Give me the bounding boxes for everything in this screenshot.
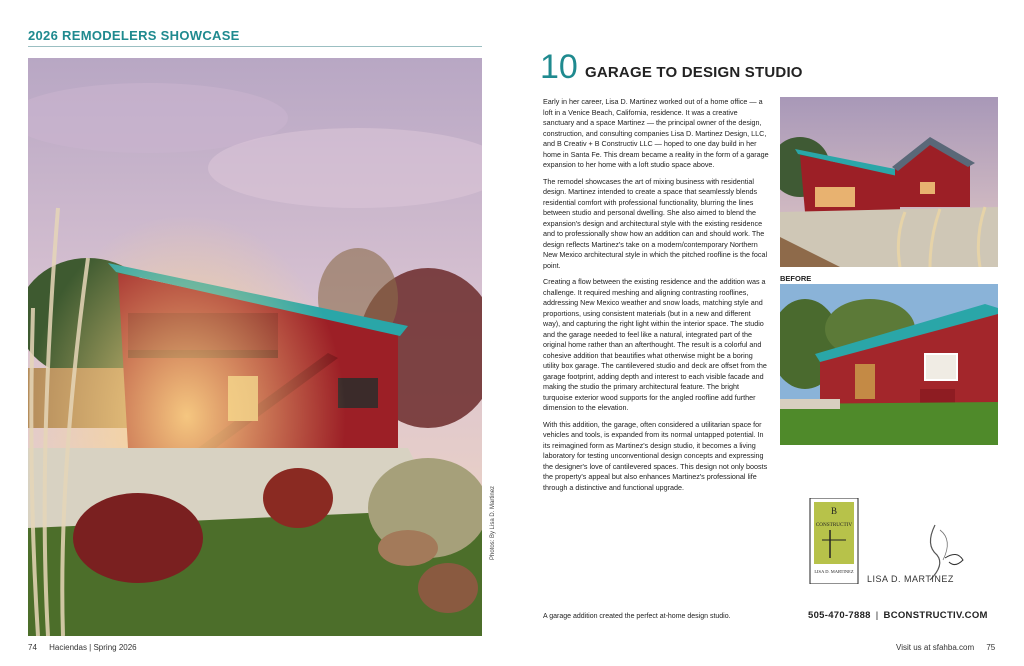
article-body	[543, 97, 769, 499]
photo-caption: A garage addition created the perfect at-home design studio.	[543, 613, 731, 620]
contact-line	[808, 610, 988, 621]
section-label: 2026 REMODELERS SHOWCASE	[28, 28, 240, 43]
folio-left	[28, 643, 137, 652]
before-photo	[780, 284, 998, 445]
article-paragraph: Creating a flow between the existing residence and the addition was a challenge. It required meshing and aligning contrasting rooflines, addressing New Mexico weather and snow loads, matching style and proportions, using consistent materials (but in a new and different way), and capturing the right light within the interior space. The studio and the garage needed to feel like a natural, integrated part of the original home rather than an afterthought. The result is a colorful and cohesive addition that beautifies what otherwise might be a boring utility box garage. The cantilevered studio and deck are offset from the garage footprint, adding depth and interest to each visible facade and making the studio the primary architectural feature. The bright turquoise exterior wood supports for the angled roofline add further dimension to the elevation.	[543, 277, 767, 412]
b-constructiv-logo	[808, 498, 860, 584]
section-divider	[28, 46, 482, 47]
svg-text:CONSTRUCTIV: CONSTRUCTIV	[815, 522, 853, 528]
svg-text:LISA D. MARTINEZ: LISA D. MARTINEZ	[867, 574, 954, 584]
contact-separator: |	[875, 610, 879, 621]
lisa-martinez-signature-logo	[865, 520, 975, 588]
website-link[interactable]: BCONSTRUCTIV.COM	[883, 610, 988, 621]
phone-number[interactable]: 505-470-7888	[808, 610, 871, 621]
visit-us-text: Visit us at sfahba.com	[896, 643, 975, 652]
article-paragraph: The remodel showcases the art of mixing business with residential design. Martinez intended to create a space that seamlessly blends residential comfort with professional functionality, blurring the lines between studio and personal dwelling. She also aimed to blend the expansion's design and architectural style with the existing residence and to professionally show how an addition can and should work. The design reflects Martinez's take on a modern/contemporary Northern New Mexico architectural style in which the pitched roofline is the focal point.	[543, 176, 768, 270]
after-photo	[780, 97, 998, 267]
photo-credit: Photos: By Lisa D. Martinez	[490, 485, 496, 560]
page-number-left: 74	[28, 643, 37, 652]
article-title: GARAGE TO DESIGN STUDIO	[585, 64, 803, 81]
page-number-right: 75	[986, 643, 996, 652]
svg-text:LISA D. MARTINEZ: LISA D. MARTINEZ	[814, 569, 854, 574]
folio-right	[896, 643, 995, 652]
article-paragraph: Early in her career, Lisa D. Martinez worked out of a home office — a loft in a Venice Beach, California, residence. It was a creative sanctuary and a space Martinez — the principal owner of the design, construction, and consulting companies Lisa D. Martinez Design, LLC, and B Creativ + B Constructiv LLC — hoped to one day build in her home in Santa Fe. This dream became a reality in the form of a garage expansion to her home with a loft studio space above.	[543, 97, 769, 169]
publication-name: Haciendas | Spring 2026	[49, 643, 137, 652]
hero-photo-garage-studio	[28, 58, 482, 636]
before-label: BEFORE	[780, 274, 812, 283]
svg-text:B: B	[830, 506, 838, 516]
article-paragraph: With this addition, the garage, often considered a utilitarian space for vehicles and tools, is expanded from its normal untapped potential. In its reimagined form as Martinez's design studio, it becomes a living laboratory for testing unconventional design concepts and expressing the designer's love of cantilevered spaces. This design not only boosts the property's appeal but also enhances Martinez's professional life through a distinctive and functional upgrade.	[543, 419, 768, 492]
article-number: 10	[540, 48, 578, 86]
